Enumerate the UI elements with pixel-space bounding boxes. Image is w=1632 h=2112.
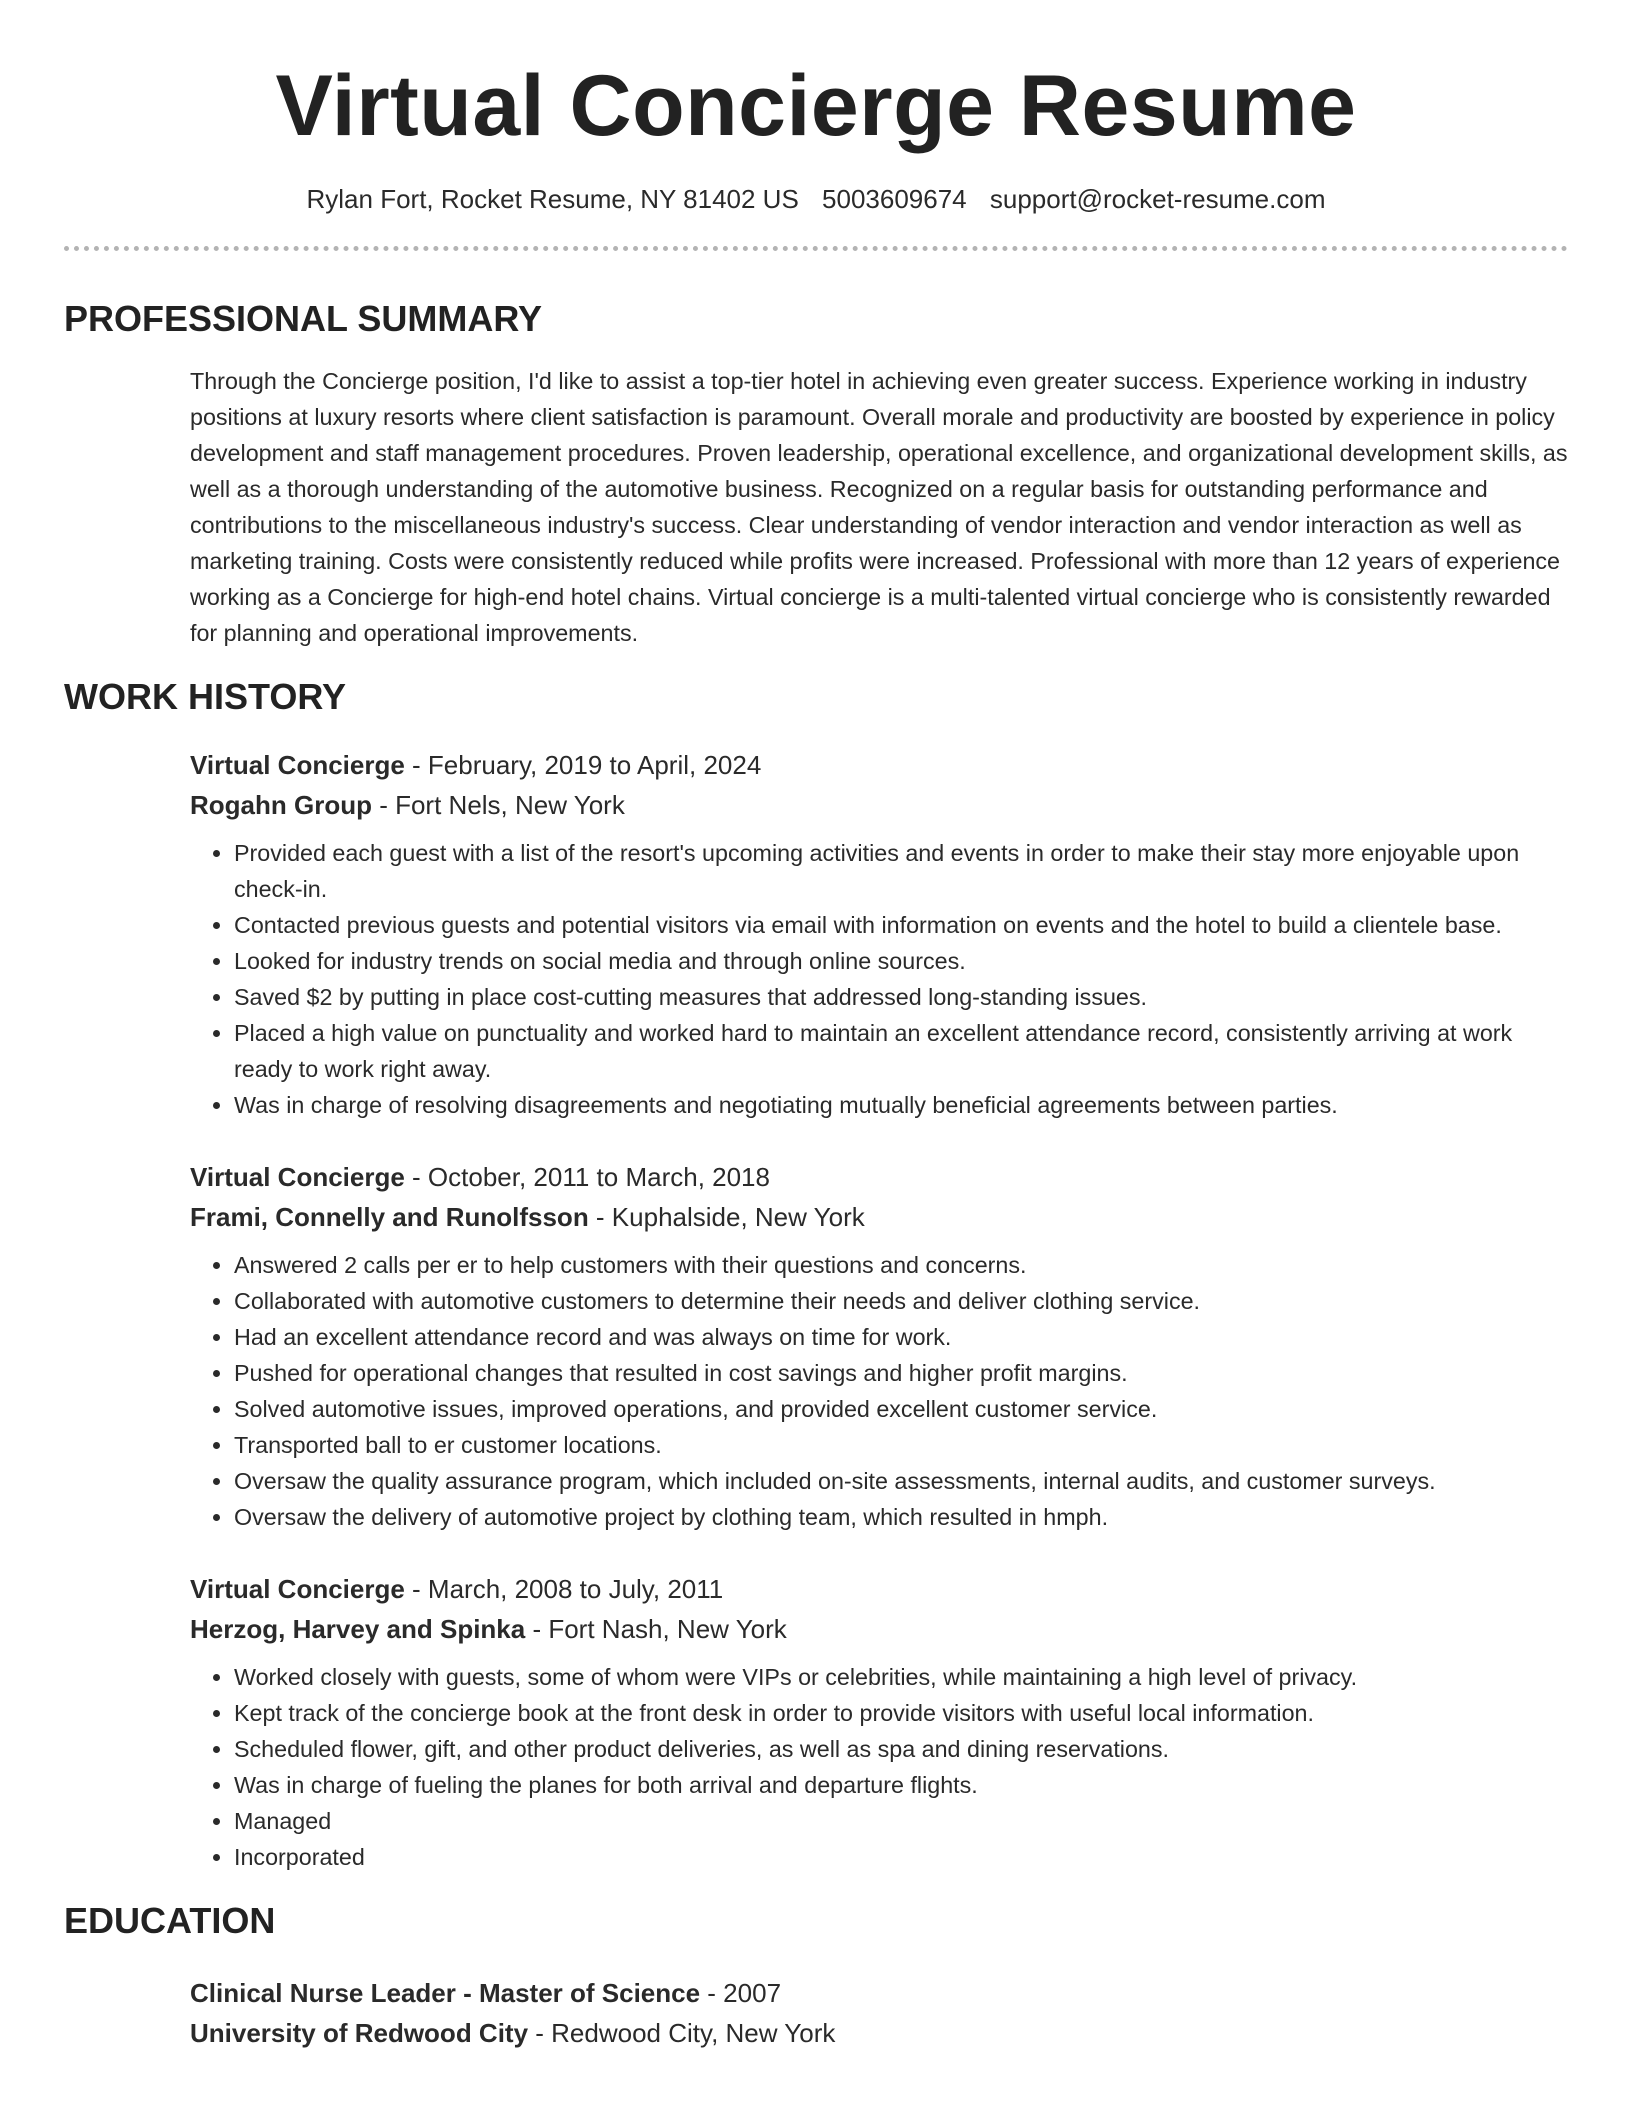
section-heading-education: EDUCATION xyxy=(64,1900,276,1941)
job-entry xyxy=(190,1569,1568,1875)
job-bullet: • Had an excellent attendance record and was always on time for work. xyxy=(234,1319,1568,1355)
job-bullet: • Scheduled flower, gift, and other product deliveries, as well as spa and dining reservations. xyxy=(234,1731,1568,1767)
job-company: Frami, Connelly and Runolfsson xyxy=(190,1202,589,1232)
job-bullet: • Oversaw the quality assurance program, which included on-site assessments, internal audits, and customer surveys. xyxy=(234,1463,1568,1499)
job-company-line xyxy=(190,1609,1568,1649)
job-bullet: • Placed a high value on punctuality and worked hard to maintain an excellent attendance record, consistently arriving at work ready to work right away. xyxy=(234,1015,1568,1087)
job-bullet: • Pushed for operational changes that resulted in cost savings and higher profit margins. xyxy=(234,1355,1568,1391)
job-entry xyxy=(190,1157,1568,1535)
job-location: - Kuphalside, New York xyxy=(588,1202,865,1232)
job-title-line xyxy=(190,1157,1568,1197)
education-year: - 2007 xyxy=(700,1978,782,2008)
job-company: Herzog, Harvey and Spinka xyxy=(190,1614,526,1644)
job-entry xyxy=(190,745,1568,1123)
job-bullet: • Provided each guest with a list of the resort's upcoming activities and events in order to make their stay more enjoyable upon check-in. xyxy=(234,835,1568,907)
education-entry xyxy=(64,1973,1568,2053)
job-dates: - February, 2019 to April, 2024 xyxy=(404,750,762,780)
job-bullet-list xyxy=(190,835,1568,1123)
job-title-line xyxy=(190,745,1568,785)
job-dates: - October, 2011 to March, 2018 xyxy=(404,1162,770,1192)
education-location: - Redwood City, New York xyxy=(528,2018,836,2048)
job-bullet: • Collaborated with automotive customers to determine their needs and deliver clothing service. xyxy=(234,1283,1568,1319)
job-bullet: • Worked closely with guests, some of whom were VIPs or celebrities, while maintaining a high level of privacy. xyxy=(234,1659,1568,1695)
job-bullet: • Was in charge of resolving disagreements and negotiating mutually beneficial agreements between parties. xyxy=(234,1087,1568,1123)
job-bullet: • Oversaw the delivery of automotive project by clothing team, which resulted in hmph. xyxy=(234,1499,1568,1535)
job-title-line xyxy=(190,1569,1568,1609)
job-title: Virtual Concierge xyxy=(190,750,405,780)
job-bullet: • Transported ball to er customer locations. xyxy=(234,1427,1568,1463)
job-bullet: • Saved $2 by putting in place cost-cutting measures that addressed long-standing issues. xyxy=(234,979,1568,1015)
job-bullet: • Contacted previous guests and potential visitors via email with information on events and the hotel to build a clientele base. xyxy=(234,907,1568,943)
job-bullet: • Solved automotive issues, improved operations, and provided excellent customer service. xyxy=(234,1391,1568,1427)
job-company-line xyxy=(190,1197,1568,1237)
resume-title: Virtual Concierge Resume xyxy=(275,58,1357,154)
section-heading-summary: PROFESSIONAL SUMMARY xyxy=(64,298,543,339)
summary-text: Through the Concierge position, I'd like to assist a top-tier hotel in achieving even greater success. Experience working in industry positions at luxury resorts where client satisfaction is paramount. Overall morale and productivity are boosted by experience in policy development and staff management procedures. Proven leadership, operational excellence, and organizational development skills, as well as a thorough understanding of the automotive business. Recognized on a regular basis for outstanding performance and contributions to the miscellaneous industry's success. Clear understanding of vendor interaction and vendor interaction as well as marketing training. Costs were consistently reduced while profits were increased. Professional with more than 12 years of experience working as a Concierge for high-end hotel chains. Virtual concierge is a multi-talented virtual concierge who is consistently rewarded for planning and operational improvements. xyxy=(190,368,1568,646)
job-bullet-list xyxy=(190,1659,1568,1875)
job-bullet: • Incorporated xyxy=(234,1839,1568,1875)
job-location: - Fort Nash, New York xyxy=(525,1614,787,1644)
education-degree-line xyxy=(190,1973,1568,2013)
section-heading-work-history: WORK HISTORY xyxy=(64,676,347,717)
job-bullet-list xyxy=(190,1247,1568,1535)
job-bullet: • Kept track of the concierge book at the front desk in order to provide visitors with useful local information. xyxy=(234,1695,1568,1731)
job-dates: - March, 2008 to July, 2011 xyxy=(404,1574,724,1604)
work-history-list xyxy=(64,745,1568,1875)
job-location: - Fort Nels, New York xyxy=(371,790,625,820)
job-title: Virtual Concierge xyxy=(190,1162,405,1192)
education-school-line xyxy=(190,2013,1568,2053)
job-bullet: • Answered 2 calls per er to help customers with their questions and concerns. xyxy=(234,1247,1568,1283)
contact-phone: 5003609674 xyxy=(822,184,967,214)
education-school: University of Redwood City xyxy=(190,2018,529,2048)
job-bullet: • Managed xyxy=(234,1803,1568,1839)
header-divider xyxy=(64,246,1568,251)
job-bullet: • Looked for industry trends on social media and through online sources. xyxy=(234,943,1568,979)
contact-email: support@rocket-resume.com xyxy=(989,184,1326,214)
job-company: Rogahn Group xyxy=(190,790,372,820)
job-title: Virtual Concierge xyxy=(190,1574,405,1604)
contact-address: Rylan Fort, Rocket Resume, NY 81402 US xyxy=(306,184,799,214)
job-bullet: • Was in charge of fueling the planes for both arrival and departure flights. xyxy=(234,1767,1568,1803)
contact-line xyxy=(64,182,1568,216)
education-degree: Clinical Nurse Leader - Master of Science xyxy=(190,1978,701,2008)
job-company-line xyxy=(190,785,1568,825)
